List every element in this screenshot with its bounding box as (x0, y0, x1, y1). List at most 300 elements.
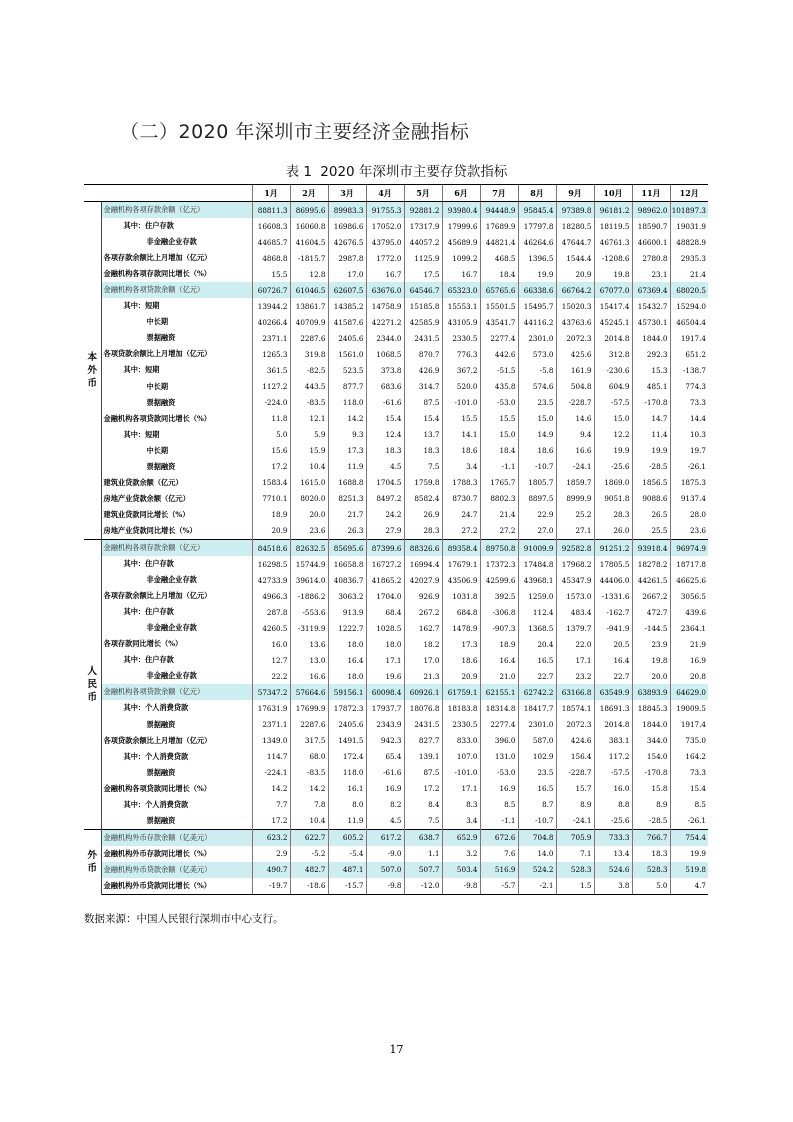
value-cell: 17.2 (252, 459, 290, 475)
table-row (84, 862, 708, 878)
value-cell: 1028.5 (366, 620, 404, 636)
row-label: 其中：短期 (123, 301, 160, 311)
value-cell: 12.7 (252, 652, 290, 668)
value-cell: 8582.4 (404, 491, 442, 507)
table-row (84, 636, 708, 652)
table-row (84, 282, 708, 298)
value-cell: 15294.0 (670, 298, 708, 314)
value-cell: 16.6 (290, 668, 328, 684)
value-cell: 18.6 (442, 652, 480, 668)
value-cell: 8.5 (670, 797, 708, 813)
value-cell: 67369.4 (632, 282, 670, 298)
value-cell: -170.8 (632, 765, 670, 781)
value-cell: -10.7 (518, 459, 556, 475)
value-cell: 11.4 (632, 427, 670, 443)
row-label: 其中：短期 (123, 429, 160, 439)
value-cell: 4.5 (366, 813, 404, 830)
value-cell: 16.7 (442, 266, 480, 282)
row-label: 金融机构各项贷款同比增长（%） (103, 413, 211, 423)
table-row (84, 733, 708, 749)
value-cell: 46761.3 (594, 234, 632, 250)
table-row (84, 765, 708, 781)
value-cell: 88811.3 (252, 202, 290, 219)
value-cell: 605.2 (328, 829, 366, 846)
value-cell: 1688.8 (328, 475, 366, 491)
header-blank-cell (84, 185, 252, 202)
value-cell: 84518.6 (252, 539, 290, 556)
value-cell: 15.5 (480, 411, 518, 427)
indicator-table-body (84, 202, 708, 895)
row-label: 各项存款余额比上月增加（亿元） (103, 591, 212, 601)
value-cell: 314.7 (404, 379, 442, 395)
table-row (84, 475, 708, 491)
value-cell: 68.0 (290, 749, 328, 765)
value-cell: 638.7 (404, 829, 442, 846)
value-cell: 89750.8 (480, 539, 518, 556)
value-cell: 114.7 (252, 749, 290, 765)
value-cell: 833.0 (442, 733, 480, 749)
value-cell: 622.7 (290, 829, 328, 846)
value-cell: 66338.6 (518, 282, 556, 298)
value-cell: 1859.7 (556, 475, 594, 491)
value-cell: 1704.0 (366, 588, 404, 604)
value-cell: 8730.7 (442, 491, 480, 507)
value-cell: -26.1 (670, 813, 708, 830)
row-label: 中长期 (146, 445, 169, 455)
value-cell: 8.0 (328, 797, 366, 813)
value-cell: 14.2 (252, 781, 290, 797)
value-cell: 45245.1 (594, 314, 632, 330)
value-cell: 17.2 (404, 781, 442, 797)
value-cell: -61.6 (366, 765, 404, 781)
value-cell: 22.0 (556, 636, 594, 652)
value-cell: 604.9 (594, 379, 632, 395)
value-cell: -170.8 (632, 395, 670, 411)
row-label: 非金融企业存款 (146, 575, 197, 585)
value-cell: -941.9 (594, 620, 632, 636)
table-row (84, 395, 708, 411)
value-cell: 870.7 (404, 346, 442, 362)
value-cell: 18417.7 (518, 700, 556, 716)
value-cell: 48828.9 (670, 234, 708, 250)
value-cell: 73.3 (670, 765, 708, 781)
value-cell: 519.8 (670, 862, 708, 878)
value-cell: 17484.8 (518, 556, 556, 572)
value-cell: 8802.3 (480, 491, 518, 507)
value-cell: 17968.2 (556, 556, 594, 572)
value-cell: 735.0 (670, 733, 708, 749)
row-label: 非金融企业存款 (146, 671, 197, 681)
value-cell: 1844.0 (632, 717, 670, 733)
value-cell: 1222.7 (328, 620, 366, 636)
value-cell: 2330.5 (442, 717, 480, 733)
value-cell: 25.5 (632, 523, 670, 540)
value-cell: 62742.2 (518, 684, 556, 700)
value-cell: 62155.1 (480, 684, 518, 700)
value-cell: 2344.0 (366, 330, 404, 346)
value-cell: 18.2 (404, 636, 442, 652)
table-row (84, 717, 708, 733)
value-cell: 3.8 (594, 878, 632, 895)
value-cell: 42599.6 (480, 572, 518, 588)
value-cell: 62607.5 (328, 282, 366, 298)
value-cell: 17872.3 (328, 700, 366, 716)
value-cell: 774.3 (670, 379, 708, 395)
value-cell: 9.3 (328, 427, 366, 443)
value-cell: 2277.4 (480, 717, 518, 733)
value-cell: 15.8 (632, 781, 670, 797)
table-row (84, 700, 708, 716)
value-cell: 28.3 (404, 523, 442, 540)
value-cell: 23.5 (518, 395, 556, 411)
value-cell: 162.7 (404, 620, 442, 636)
value-cell: 23.1 (632, 266, 670, 282)
value-cell: 16.4 (594, 652, 632, 668)
value-cell: -57.5 (594, 395, 632, 411)
row-label: 其中：住户存款 (123, 607, 174, 617)
value-cell: 14.7 (632, 411, 670, 427)
value-cell: 528.3 (632, 862, 670, 878)
section-group-char: 民 (87, 678, 97, 690)
value-cell: 18119.5 (594, 218, 632, 234)
value-cell: 91755.3 (366, 202, 404, 219)
value-cell: 7.6 (480, 846, 518, 862)
table-row (84, 379, 708, 395)
value-cell: 1917.4 (670, 717, 708, 733)
value-cell: 18845.3 (632, 700, 670, 716)
value-cell: 7.8 (290, 797, 328, 813)
row-label: 其中：住户存款 (123, 655, 174, 665)
value-cell: 26.9 (404, 507, 442, 523)
value-cell: -10.7 (518, 813, 556, 830)
value-cell: 12.1 (290, 411, 328, 427)
value-cell: 1.1 (404, 846, 442, 862)
value-cell: -24.1 (556, 813, 594, 830)
value-cell: 15.4 (404, 411, 442, 427)
value-cell: 21.7 (328, 507, 366, 523)
value-cell: 1772.0 (366, 250, 404, 266)
value-cell: 18.4 (480, 443, 518, 459)
value-cell: -1208.6 (594, 250, 632, 266)
value-cell: 164.2 (670, 749, 708, 765)
table-row (84, 684, 708, 700)
value-cell: 101897.3 (670, 202, 708, 219)
value-cell: -101.0 (442, 395, 480, 411)
value-cell: 617.2 (366, 829, 404, 846)
value-cell: 17.1 (556, 652, 594, 668)
value-cell: 16.4 (480, 652, 518, 668)
value-cell: 23.9 (632, 636, 670, 652)
value-cell: 2.9 (252, 846, 290, 862)
value-cell: 2431.5 (404, 330, 442, 346)
table-row (84, 314, 708, 330)
value-cell: 73.3 (670, 395, 708, 411)
value-cell: 43105.9 (442, 314, 480, 330)
value-cell: 18.6 (518, 443, 556, 459)
month-header: 3月 (328, 185, 366, 202)
value-cell: 96974.9 (670, 539, 708, 556)
row-label: 建筑业贷款同比增长（%） (103, 509, 190, 519)
row-label: 票据融资 (146, 461, 176, 471)
value-cell: 2405.6 (328, 330, 366, 346)
row-label: 金融机构外币贷款余额（亿美元） (101, 862, 252, 878)
value-cell: 22.2 (252, 668, 290, 684)
value-cell: 1573.0 (556, 588, 594, 604)
value-cell: 3.4 (442, 813, 480, 830)
value-cell: 44057.2 (404, 234, 442, 250)
value-cell: 18278.2 (632, 556, 670, 572)
value-cell: 82632.5 (290, 539, 328, 556)
value-cell: 18717.8 (670, 556, 708, 572)
value-cell: -5.4 (328, 846, 366, 862)
value-cell: 1.5 (556, 878, 594, 895)
value-cell: 776.3 (442, 346, 480, 362)
value-cell: 942.3 (366, 733, 404, 749)
value-cell: -230.6 (594, 362, 632, 378)
value-cell: 17689.9 (480, 218, 518, 234)
value-cell: 18280.5 (556, 218, 594, 234)
value-cell: 1349.0 (252, 733, 290, 749)
value-cell: 4.7 (670, 878, 708, 895)
value-cell: 8.9 (632, 797, 670, 813)
page-number: 17 (389, 1043, 404, 1056)
value-cell: 15.4 (670, 781, 708, 797)
row-label: 房地产业贷款余额（亿元） (103, 493, 190, 503)
value-cell: 2072.3 (556, 330, 594, 346)
value-cell: 2343.9 (366, 717, 404, 733)
value-cell: 87.5 (404, 765, 442, 781)
value-cell: 1875.3 (670, 475, 708, 491)
section-group-label (84, 539, 101, 829)
value-cell: 44116.2 (518, 314, 556, 330)
value-cell: 15.7 (556, 781, 594, 797)
value-cell: 21.9 (670, 636, 708, 652)
value-cell: 2364.1 (670, 620, 708, 636)
value-cell: 8251.3 (328, 491, 366, 507)
value-cell: 684.8 (442, 604, 480, 620)
value-cell: -162.7 (594, 604, 632, 620)
table-row (84, 604, 708, 620)
value-cell: 15744.9 (290, 556, 328, 572)
value-cell: -5.7 (480, 878, 518, 895)
value-cell: 2780.8 (632, 250, 670, 266)
value-cell: 20.0 (290, 507, 328, 523)
table-row (84, 266, 708, 282)
row-label: 票据融资 (146, 719, 176, 729)
value-cell: 652.9 (442, 829, 480, 846)
value-cell: 23.2 (556, 668, 594, 684)
table-row (84, 202, 708, 219)
value-cell: -907.3 (480, 620, 518, 636)
value-cell: -553.6 (290, 604, 328, 620)
value-cell: 19.8 (594, 266, 632, 282)
value-cell: 15.4 (366, 411, 404, 427)
value-cell: 1615.0 (290, 475, 328, 491)
row-label: 金融机构外币贷款同比增长（%） (101, 878, 252, 895)
value-cell: 14758.9 (366, 298, 404, 314)
table-row (84, 218, 708, 234)
table-row (84, 234, 708, 250)
value-cell: 11.9 (328, 459, 366, 475)
value-cell: 18.3 (632, 846, 670, 862)
value-cell: 25.2 (556, 507, 594, 523)
value-cell: 15.3 (632, 362, 670, 378)
table-row (84, 443, 708, 459)
value-cell: 13.0 (290, 652, 328, 668)
value-cell: 14.4 (670, 411, 708, 427)
value-cell: 68.4 (366, 604, 404, 620)
row-label: 金融机构外币存款同比增长（%） (103, 848, 211, 858)
value-cell: 16608.3 (252, 218, 290, 234)
value-cell: 16298.5 (252, 556, 290, 572)
value-cell: 14385.2 (328, 298, 366, 314)
value-cell: 5.9 (290, 427, 328, 443)
month-header: 10月 (594, 185, 632, 202)
value-cell: 18.9 (252, 507, 290, 523)
value-cell: 705.9 (556, 829, 594, 846)
value-cell: -2.1 (518, 878, 556, 895)
value-cell: 17.2 (252, 813, 290, 830)
value-cell: 118.0 (328, 395, 366, 411)
value-cell: 623.2 (252, 829, 290, 846)
table-row (84, 588, 708, 604)
value-cell: 523.5 (328, 362, 366, 378)
value-cell: 17372.3 (480, 556, 518, 572)
value-cell: 44406.0 (594, 572, 632, 588)
value-cell: 17.0 (328, 266, 366, 282)
value-cell: 21.3 (404, 668, 442, 684)
value-cell: 1491.5 (328, 733, 366, 749)
section-group-char: 币 (87, 863, 97, 875)
value-cell: 1844.0 (632, 330, 670, 346)
value-cell: 14.2 (328, 411, 366, 427)
value-cell: 10.3 (670, 427, 708, 443)
value-cell: 14.9 (518, 427, 556, 443)
value-cell: 44821.4 (480, 234, 518, 250)
value-cell: 435.8 (480, 379, 518, 395)
value-cell: -28.5 (632, 459, 670, 475)
value-cell: 91251.2 (594, 539, 632, 556)
row-label: 其中：住户存款 (123, 221, 174, 231)
value-cell: -1886.2 (290, 588, 328, 604)
value-cell: 88326.6 (404, 539, 442, 556)
row-label: 票据融资 (146, 767, 176, 777)
value-cell: 16.9 (366, 781, 404, 797)
table-row (84, 507, 708, 523)
value-cell: 16.9 (670, 652, 708, 668)
value-cell: 3.4 (442, 459, 480, 475)
value-cell: 64546.7 (404, 282, 442, 298)
value-cell: 16.1 (328, 781, 366, 797)
value-cell: 483.4 (556, 604, 594, 620)
value-cell: 28.0 (670, 507, 708, 523)
value-cell: 490.7 (252, 862, 290, 878)
value-cell: -101.0 (442, 765, 480, 781)
value-cell: 373.8 (366, 362, 404, 378)
value-cell: 439.6 (670, 604, 708, 620)
value-cell: 319.8 (290, 346, 328, 362)
value-cell: -26.1 (670, 459, 708, 475)
value-cell: 16.9 (480, 781, 518, 797)
value-cell: 1259.0 (518, 588, 556, 604)
value-cell: 17699.9 (290, 700, 328, 716)
value-cell: 7.1 (556, 846, 594, 862)
value-cell: -1.1 (480, 813, 518, 830)
section-group-char: 币 (87, 377, 97, 389)
value-cell: 44261.5 (632, 572, 670, 588)
value-cell: -228.7 (556, 765, 594, 781)
value-cell: 17797.8 (518, 218, 556, 234)
value-cell: 8.3 (442, 797, 480, 813)
value-cell: 15.5 (252, 266, 290, 282)
value-cell: -53.0 (480, 765, 518, 781)
value-cell: 46625.6 (670, 572, 708, 588)
value-cell: 12.2 (594, 427, 632, 443)
value-cell: 42027.9 (404, 572, 442, 588)
value-cell: 22.9 (518, 507, 556, 523)
month-header: 8月 (518, 185, 556, 202)
row-label: 各项存款同比增长（%） (103, 639, 183, 649)
value-cell: -9.8 (442, 878, 480, 895)
value-cell: 41865.2 (366, 572, 404, 588)
value-cell: 93918.4 (632, 539, 670, 556)
value-cell: 507.7 (404, 862, 442, 878)
month-header: 5月 (404, 185, 442, 202)
value-cell: 17.1 (366, 652, 404, 668)
value-cell: 46504.4 (670, 314, 708, 330)
value-cell: 23.5 (518, 765, 556, 781)
value-cell: 9051.8 (594, 491, 632, 507)
row-label: 票据融资 (146, 333, 176, 343)
table-row (84, 411, 708, 427)
value-cell: 16658.8 (328, 556, 366, 572)
value-cell: 14.6 (556, 411, 594, 427)
value-cell: 87.5 (404, 395, 442, 411)
value-cell: 704.8 (518, 829, 556, 846)
value-cell: 27.2 (442, 523, 480, 540)
table-row (84, 846, 708, 862)
value-cell: 9.4 (556, 427, 594, 443)
value-cell: 1031.8 (442, 588, 480, 604)
value-cell: 8.8 (594, 797, 632, 813)
value-cell: 8.7 (518, 797, 556, 813)
value-cell: 15501.5 (480, 298, 518, 314)
table-row (84, 556, 708, 572)
row-label: 中长期 (146, 381, 169, 391)
row-label: 建筑业贷款余额（亿元） (103, 477, 183, 487)
value-cell: 877.7 (328, 379, 366, 395)
section-group-char: 币 (87, 691, 97, 703)
month-header: 7月 (480, 185, 518, 202)
value-cell: 43795.0 (366, 234, 404, 250)
month-header: 6月 (442, 185, 480, 202)
value-cell: -18.6 (290, 878, 328, 895)
value-cell: 60726.7 (252, 282, 290, 298)
value-cell: 468.5 (480, 250, 518, 266)
value-cell: 26.0 (594, 523, 632, 540)
value-cell: 4966.3 (252, 588, 290, 604)
value-cell: 66764.2 (556, 282, 594, 298)
value-cell: 4868.8 (252, 250, 290, 266)
value-cell: 47644.7 (556, 234, 594, 250)
value-cell: 13.6 (290, 636, 328, 652)
value-cell: 16.5 (518, 652, 556, 668)
value-cell: 17.3 (442, 636, 480, 652)
value-cell: 3056.5 (670, 588, 708, 604)
value-cell: 65323.0 (442, 282, 480, 298)
value-cell: 4260.5 (252, 620, 290, 636)
value-cell: 587.0 (518, 733, 556, 749)
